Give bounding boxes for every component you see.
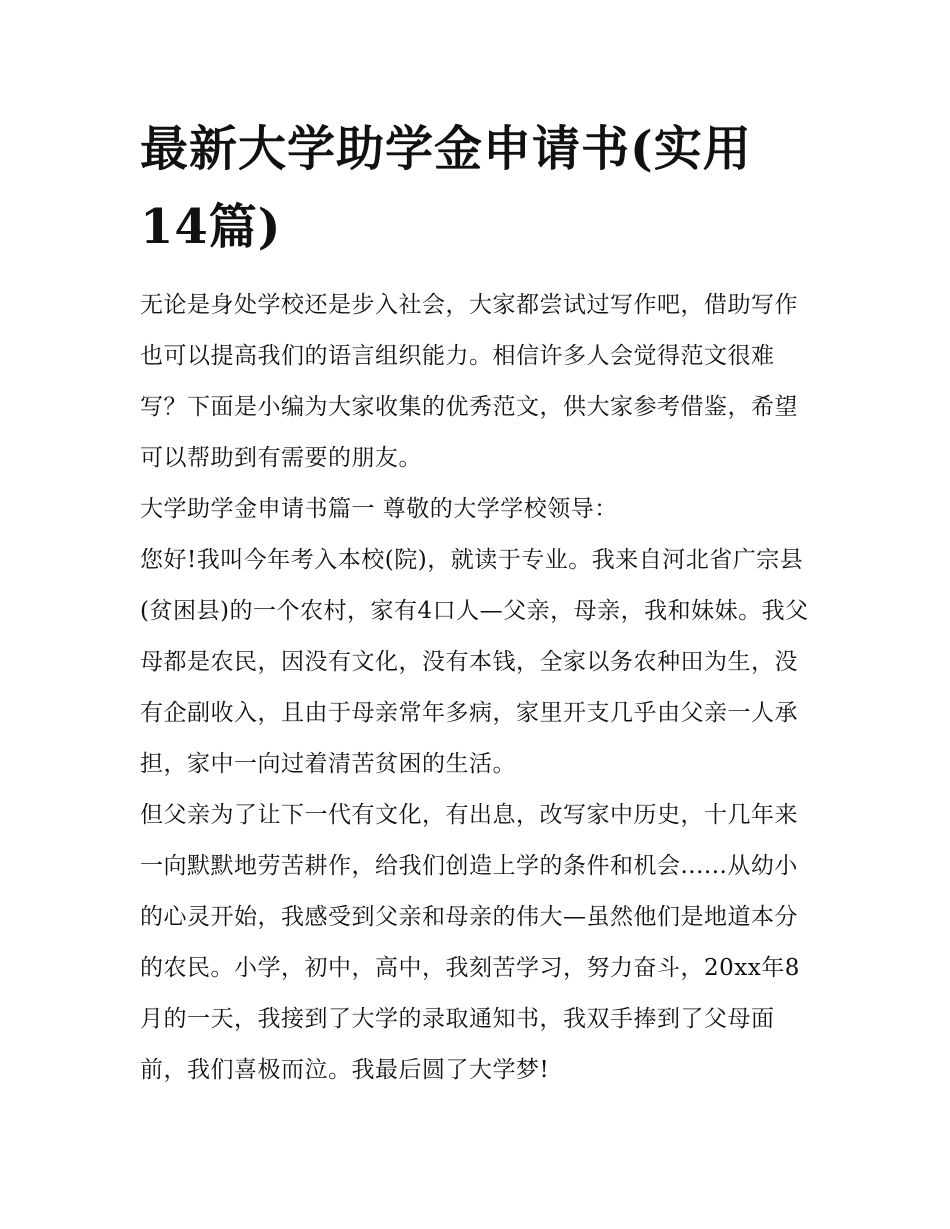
document-title: 最新大学助学金申请书(实用14篇) <box>140 121 752 255</box>
intro-paragraph: 无论是身处学校还是步入社会，大家都尝试过写作吧，借助写作也可以提高我们的语言组织能力。相信许多人会觉得范文很难写？下面是小编为大家收集的优秀范文，供大家参考借鉴，希望可以帮助到有需要的朋友。 <box>140 292 798 471</box>
section-heading-salutation: 大学助学金申请书篇一 尊敬的大学学校领导： <box>140 496 618 522</box>
body-paragraph-study: 但父亲为了让下一代有文化，有出息，改写家中历史，十几年来一向默默地劳苦耕作，给我们创造上学的条件和机会......从幼小的心灵开始，我感受到父亲和母亲的伟大—虽然他们是地道本分的农民。小学，初中，高中，我刻苦学习，努力奋斗，20xx年8月的一天，我接到了大学的录取通知书，我双手捧到了父母面前，我们喜极而泣。我最后圆了大学梦! <box>140 802 800 1083</box>
document-page <box>140 110 812 1096</box>
body-paragraph-family: 您好!我叫今年考入本校(院)，就读于专业。我来自河北省广宗县(贫困县)的一个农村，家有4口人—父亲，母亲，我和妹妹。我父母都是农民，因没有文化，没有本钱，全家以务农种田为生，没有企副收入，且由于母亲常年多病，家里开支几乎由父亲一人承担，家中一向过着清苦贫困的生活。 <box>140 547 809 777</box>
